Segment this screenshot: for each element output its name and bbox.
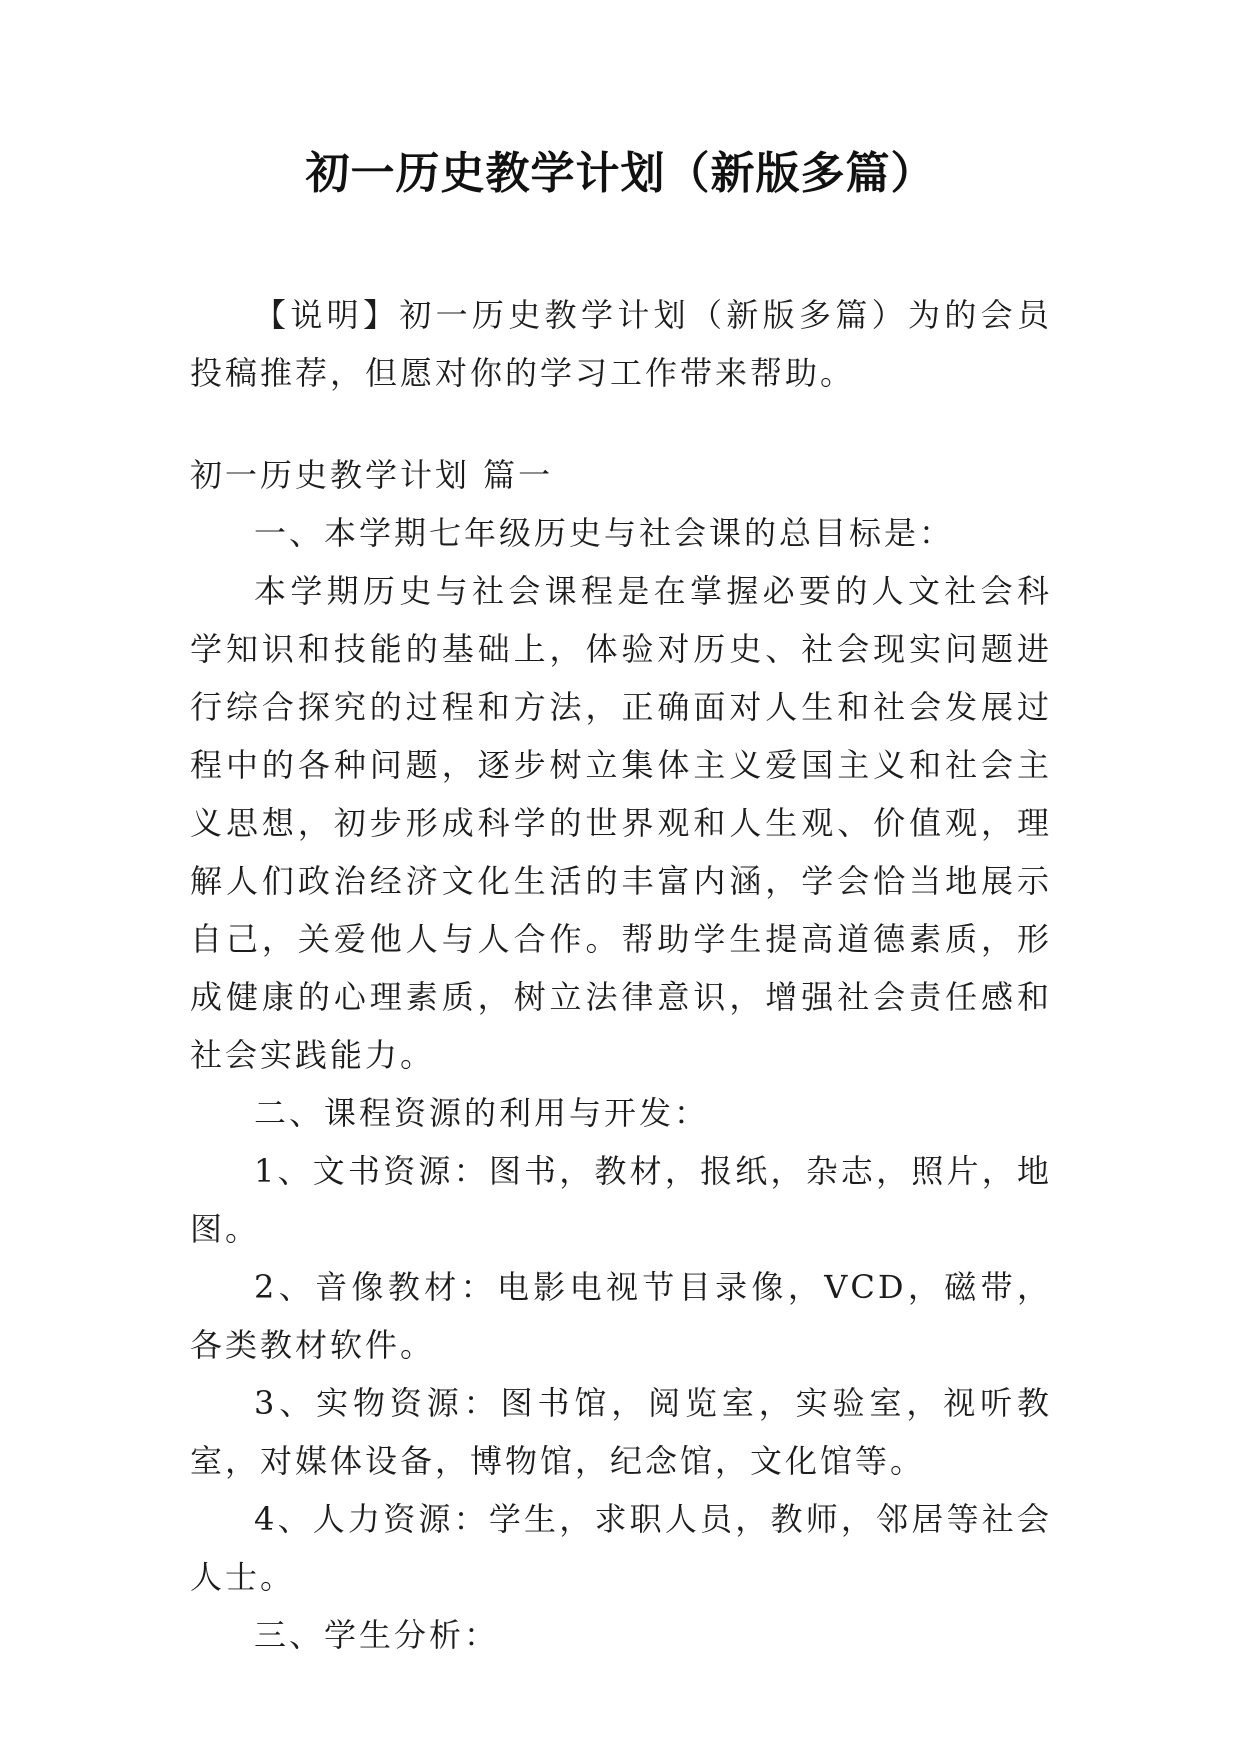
paragraph-resource-media: 2、音像教材：电影电视节目录像，VCD，磁带，各类教材软件。 — [190, 1268, 1052, 1364]
paragraph-goal-heading: 一、本学期七年级历史与社会课的总目标是： — [254, 514, 955, 552]
document-title: 初一历史教学计划（新版多篇） — [305, 148, 936, 199]
paragraph-student-analysis-heading: 三、学生分析： — [254, 1616, 500, 1654]
intro-note: 【说明】初一历史教学计划（新版多篇）为的会员投稿推荐，但愿对你的学习工作带来帮助。 — [190, 296, 1052, 392]
paragraph-resource-documents: 1、文书资源：图书，教材，报纸，杂志，照片，地图。 — [190, 1152, 1052, 1248]
paragraph-goal-body: 本学期历史与社会课程是在掌握必要的人文社会科学知识和技能的基础上，体验对历史、社会现实问题进行综合探究的过程和方法，正确面对人生和社会发展过程中的各种问题，逐步树立集体主义爱国主义和社会主义思想，初步形成科学的世界观和人生观、价值观，理解人们政治经济文化生活的丰富内涵，学会恰当地展示自己，关爱他人与人合作。帮助学生提高道德素质，形成健康的心理素质，树立法律意识，增强社会责任感和社会实践能力。 — [190, 572, 1052, 1074]
section-title: 初一历史教学计划 篇一 — [190, 456, 554, 494]
paragraph-resource-physical: 3、实物资源：图书馆，阅览室，实验室，视听教室，对媒体设备，博物馆，纪念馆，文化馆等。 — [190, 1384, 1052, 1480]
document-body — [190, 286, 1052, 1664]
paragraph-resource-human: 4、人力资源：学生，求职人员，教师，邻居等社会人士。 — [190, 1500, 1052, 1596]
paragraph-resources-heading: 二、课程资源的利用与开发： — [254, 1094, 710, 1132]
